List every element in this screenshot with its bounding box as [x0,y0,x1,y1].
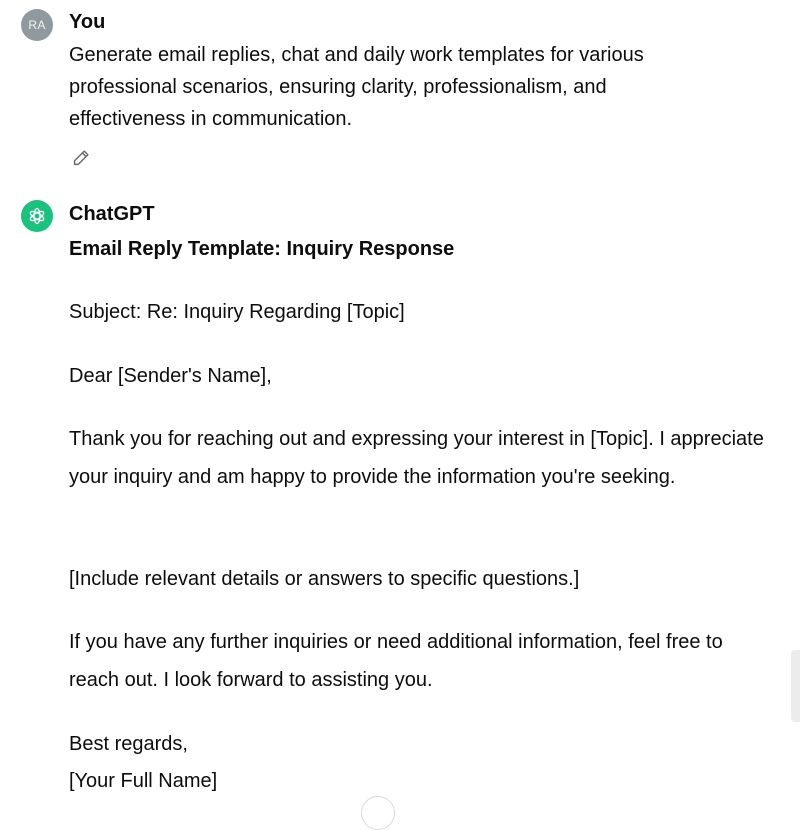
user-message-text: Generate email replies, chat and daily work templates for various professional scenarios, ensuring clarity, professionalism, and effectiveness in communication. [69,44,644,130]
response-title: Email Reply Template: Inquiry Response [69,238,455,260]
email-paragraph-1: Thank you for reaching out and expressing your interest in [Topic]. I appreciate your inquiry and am happy to provide the information you're seeking. [69,428,764,488]
email-signoff: Best regards, [69,733,188,755]
assistant-author-name: ChatGPT [69,203,155,225]
email-signature: [Your Full Name] [69,770,218,792]
email-paragraph-3: If you have any further inquiries or need additional information, feel free to reach out. I look forward to assisting you. [69,631,723,691]
email-paragraph-2: [Include relevant details or answers to specific questions.] [69,568,580,590]
user-avatar-initials: RA [28,18,46,32]
email-subject-line: Subject: Re: Inquiry Regarding [Topic] [69,301,405,323]
email-greeting: Dear [Sender's Name], [69,365,272,387]
scrollbar-thumb[interactable] [791,650,800,722]
openai-logo-icon [26,205,48,227]
chatgpt-avatar [21,200,53,232]
pencil-icon[interactable] [70,147,92,169]
user-avatar [21,9,53,41]
user-author-name: You [69,11,106,33]
scroll-to-bottom-button[interactable] [361,796,395,830]
